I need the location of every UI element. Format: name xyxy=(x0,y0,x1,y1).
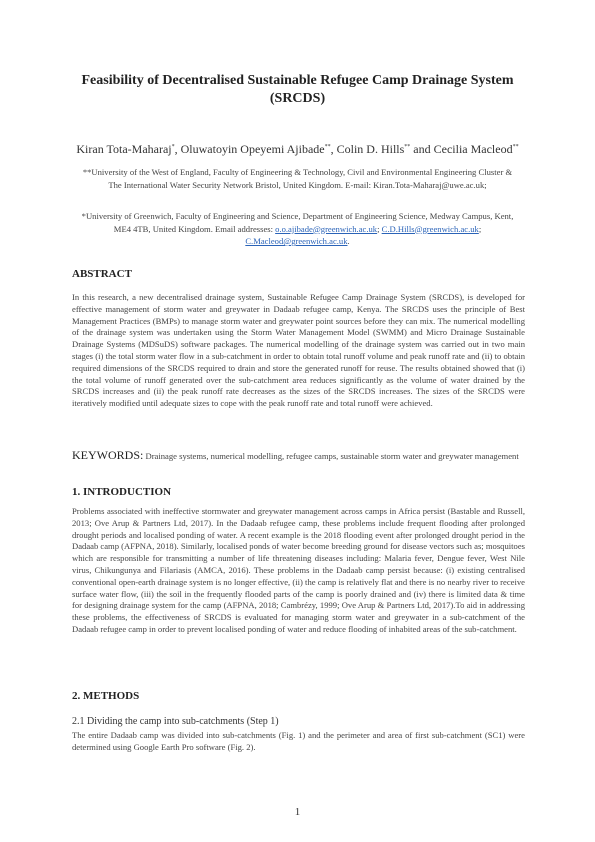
email-link-macleod[interactable]: C.Macleod@greenwich.ac.uk xyxy=(245,236,348,246)
email-link-hills[interactable]: C.D.Hills@greenwich.ac.uk xyxy=(381,223,479,234)
author-name: Kiran Tota-Maharaj xyxy=(76,142,172,156)
author-mark: ** xyxy=(404,144,411,150)
methods-text: The entire Dadaab camp was divided into sub-catchments (Fig. 1) and the perimeter and area of first sub-catchment (SC1) were determined using Google Earth Pro software (Fig. 2). xyxy=(72,730,525,752)
keywords xyxy=(72,450,525,463)
abstract-heading: ABSTRACT xyxy=(72,268,132,280)
author-name: , Oluwatoyin Opeyemi Ajibade xyxy=(174,142,325,156)
methods-heading: 2. METHODS xyxy=(72,690,140,702)
affiliation-uwe: **University of the West of England, Faculty of Engineering & Technology, Civil and Environmental Engineering Cluster & The International Water Security Network Bristol, United Kingdom. E-mail: Kiran.Tota-Maharaj@uwe.ac.uk; xyxy=(82,167,513,190)
author-list xyxy=(70,142,525,157)
author-mark: * xyxy=(171,144,175,150)
keywords-text: Drainage systems, numerical modelling, refugee camps, sustainable storm water and greywater management xyxy=(143,451,519,461)
paper-title: Feasibility of Decentralised Sustainable Refugee Camp Drainage System (SRCDS) xyxy=(81,73,514,106)
author-name: and Cecilia Macleod xyxy=(410,142,513,156)
author-mark: ** xyxy=(324,144,331,150)
affiliation-text: *University of Greenwich, Faculty of Engineering and Science, Department of Engineering Science, Medway Campus, Kent, ME4 4TB, United Kingdom. Email addresses: xyxy=(81,211,514,234)
separator: ; xyxy=(478,223,482,234)
page-number: 1 xyxy=(294,806,301,818)
introduction-heading: 1. INTRODUCTION xyxy=(72,486,172,498)
introduction-text: Problems associated with ineffective stormwater and greywater management across camps in Africa persist (Bastable and Russell, 2013; Ove Arup & Partners Ltd, 2017). In the Dadaab refugee camp, these problems include frequent flooding after prolonged drought periods and localised ponding of water. A recent example is the 2018 flooding event after prolonged drought period in the Dadaab camp (AFPNA, 2018). Similarly, localised ponds of water become breeding ground for disease vectors such as; mosquitoes which are responsible for transmitting a number of life threatening diseases including: Malaria fever, Dengue fever, West Nile virus, Chikungunya and Filariasis (AMCA, 2016). These problems in the Dadaab camp persist because: (i) existing centralised conventional open-earth drainage system is no longer effective, (ii) the camp is relatively flat and there is no nearby river to receive surface water flow, (iii) the soil in the frequently flooded parts of the camp is poorly drained and (iv) there is limited data & time for designing drainage system for the camp (AFPNA, 2018; Cambrézy, 1999; Ove Arup & Partners Ltd, 2017).To aid in addressing these problems, the effectiveness of SRCDS is evaluated for managing storm water and greywater in a sub-catchment of the Dadaab refugee camp in order to prevent localised ponding of water and reduce flooding of inhabited areas of the sub-catchment. xyxy=(72,506,525,634)
subsection-heading: 2.1 Dividing the camp into sub-catchments (Step 1) xyxy=(72,716,279,727)
author-name: , Colin D. Hills xyxy=(330,142,405,156)
affiliation-greenwich xyxy=(80,210,515,248)
keywords-label: KEYWORDS: xyxy=(72,448,144,462)
abstract-text: In this research, a new decentralised drainage system, Sustainable Refugee Camp Drainage System (SRCDS), is developed for effective management of storm water and greywater in Dadaab refugee camp, Kenya. The SRCDS uses the principle of Best Management Practices (BMPs) to manage storm water and greywater point sources before they can mix. The numerical modelling of the drainage system was undertaken using the Storm Water Management Model (SWMM) and Micro Drainage Sustainable Drainage Systems (MDSuDS) software packages. The numerical modelling of the drainage system was carried out in two main stages (i) the total storm water flow in a sub-catchment in order to obtain total runoff volume and peak runoff rate and (ii) to obtain required dimensions of the SRCDS required to drain and store the generated runoff for reuse. The results obtained showed that (i) the total volume of runoff generated over the sub-catchment area reduces significantly as the volume of water drained by the SRCDS increases and (ii) the peak runoff rate decreases as the sizes of the SRCDS increases. The sizes of the SRCDS were iteratively modified until adequate sizes to cope with the peak runoff rate and total runoff were achieved. xyxy=(72,292,525,409)
end-dot: . xyxy=(347,236,350,246)
author-mark: ** xyxy=(512,144,519,150)
separator: ; xyxy=(377,223,380,234)
email-link-ajibade[interactable]: o.o.ajibade@greenwich.ac.uk xyxy=(275,223,378,234)
